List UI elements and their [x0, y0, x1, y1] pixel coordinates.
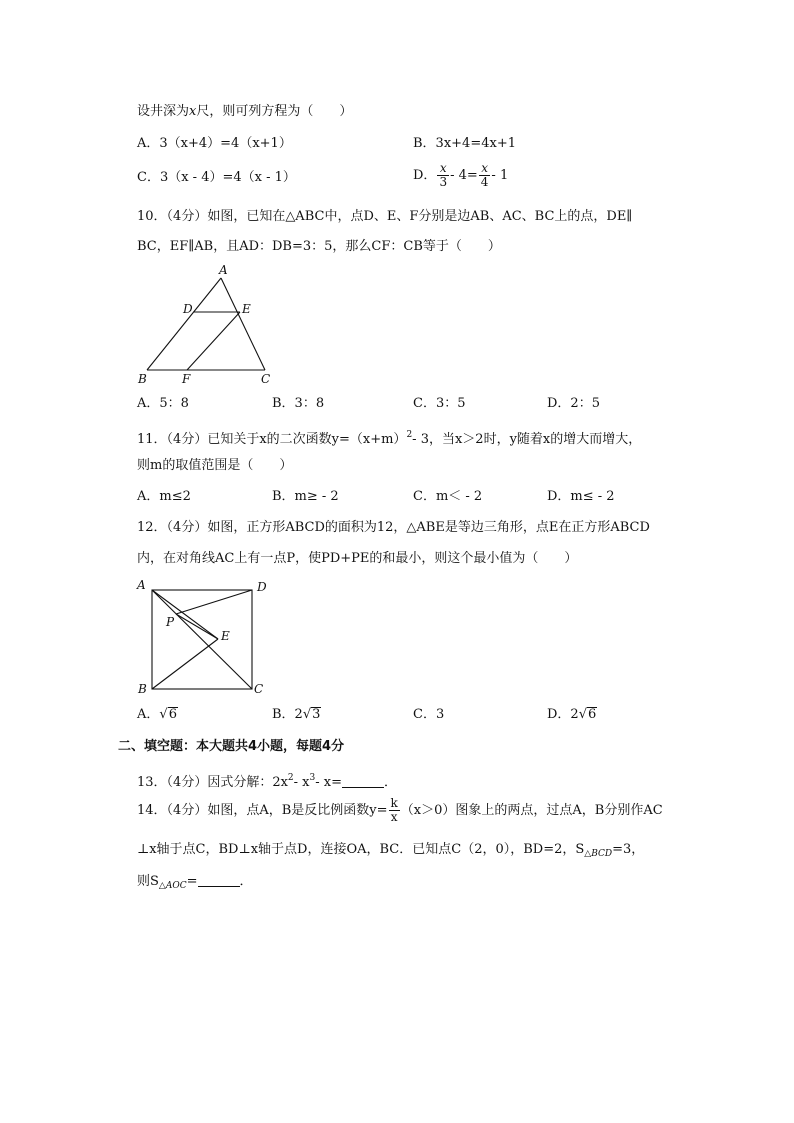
q13-answer-blank[interactable]	[342, 775, 384, 788]
q10-option-a: A．5：8	[137, 396, 189, 411]
q12-label-c: C	[254, 682, 264, 696]
q12-option-d-prefix: D．2	[547, 707, 579, 722]
q14-line1-a: 14．（4分）如图，点A，B是反比例函数y=	[137, 803, 388, 818]
q12-segment-be	[152, 639, 218, 689]
q13-end: ．	[384, 775, 398, 790]
q12-line2: 内，在对角线AC上有一点P，使PD+PE的和最小，则这个最小值为（ ）	[137, 551, 578, 566]
q10-label-e: E	[242, 302, 251, 316]
frac-num: k	[390, 796, 398, 810]
q12-label-p: P	[166, 615, 175, 629]
q11-line1-a: 11．（4分）已知关于x的二次函数y=（x+m）	[137, 432, 407, 447]
q13-exponent-2: 3	[309, 773, 316, 783]
q11-line1	[137, 427, 641, 448]
q11-line2: 则m的取值范围是（ ）	[137, 458, 293, 473]
q12-option-b-prefix: B．2	[272, 707, 303, 722]
q12-option-c: C．3	[413, 707, 445, 722]
q11-exponent: 2	[406, 430, 413, 440]
q10-label-b: B	[138, 372, 147, 386]
sqrt-sign-icon: √	[302, 707, 312, 722]
frac-num: x	[479, 162, 491, 176]
frac-num: x	[437, 162, 449, 176]
q12-label-b: B	[138, 682, 147, 696]
q12-option-a-radicand: 6	[168, 707, 177, 722]
q12-option-b	[272, 707, 321, 723]
q14-line1	[137, 796, 663, 826]
q9-option-c: C．3（x - 4）=4（x - 1）	[137, 170, 296, 185]
q9-stem	[137, 104, 352, 120]
q11-option-b: B．m≥ - 2	[272, 489, 339, 504]
frac-den: 4	[480, 175, 489, 189]
section-heading-fill-in: 二、填空题：本大题共4小题，每题4分	[118, 739, 345, 754]
q12-option-d-radicand: 6	[588, 707, 597, 722]
q14-end: ．	[239, 874, 253, 889]
q10-edge-ac	[221, 278, 265, 370]
q10-option-c: C．3：5	[413, 396, 466, 411]
q14-line3-subscript: △AOC	[158, 881, 187, 891]
q10-line2: BC，EF∥AB，且AD：DB=3：5，那么CF：CB等于（ ）	[137, 239, 501, 254]
q10-option-d: D．2：5	[547, 396, 600, 411]
q12-label-a: A	[137, 578, 146, 592]
q9-stem-x: x	[189, 104, 197, 119]
q9-option-d-end: - 1	[491, 168, 509, 183]
q10-segment-ef	[187, 312, 240, 370]
q10-label-c: C	[261, 372, 271, 386]
q10-label-a: A	[219, 263, 228, 277]
q12-option-a-prefix: A．	[137, 707, 160, 722]
q14-line2	[137, 842, 644, 862]
q14-line2-b: =3，	[612, 842, 645, 857]
q12-square-figure	[132, 574, 272, 698]
q10-label-d: D	[183, 302, 193, 316]
q10-label-f: F	[182, 372, 191, 386]
q9-option-b: B．3x+4=4x+1	[413, 136, 516, 151]
q11-option-a: A．m≤2	[137, 489, 191, 504]
q12-line1: 12．（4分）如图，正方形ABCD的面积为12，△ABE是等边三角形，点E在正方形ABCD	[137, 520, 650, 535]
q9-option-d-mid: - 4=	[450, 168, 478, 183]
q13-text-c: - x=	[315, 775, 342, 790]
q14-line3-b: =	[186, 874, 198, 889]
q10-triangle-figure	[130, 262, 290, 390]
q13-line	[137, 770, 397, 791]
q9-option-d-prefix: D．	[413, 168, 437, 183]
q10-line1: 10．（4分）如图，已知在△ABC中，点D、E、F分别是边AB、AC、BC上的点，DE∥	[137, 209, 633, 224]
q9-option-d	[413, 162, 508, 190]
q10-option-b: B．3：8	[272, 396, 325, 411]
q11-option-c: C．m＜ - 2	[413, 489, 483, 504]
q9-stem-a: 设井深为	[137, 104, 190, 119]
q14-line2-a: ⊥x轴于点C，BD⊥x轴于点D，连接OA，BC．已知点C（2，0），BD=2，S	[137, 842, 585, 857]
q9-option-a: A．3（x+4）=4（x+1）	[137, 136, 292, 151]
q9-option-d-frac1	[437, 162, 449, 189]
q14-line2-subscript: △BCD	[584, 849, 613, 859]
q12-option-d	[547, 707, 597, 723]
q14-fraction	[389, 797, 400, 824]
q12-option-b-radicand: 3	[312, 707, 321, 722]
q12-label-d: D	[257, 580, 267, 594]
q13-text-b: - x	[293, 775, 310, 790]
q11-line1-b: - 3，当x＞2时，y随着x的增大而增大，	[412, 432, 642, 447]
q9-option-d-frac2	[479, 162, 491, 189]
q12-segment-pd	[176, 590, 252, 614]
q14-line3	[137, 874, 253, 894]
q12-option-a	[137, 707, 178, 723]
q13-exponent-1: 2	[287, 773, 294, 783]
q12-diagonal-ac	[152, 590, 252, 689]
frac-den: x	[390, 810, 398, 824]
q14-line3-a: 则S	[137, 874, 159, 889]
q14-line1-b: （x＞0）图象上的两点，过点A，B分别作AC	[400, 803, 663, 818]
sqrt-sign-icon: √	[578, 707, 587, 722]
frac-den: 3	[439, 175, 448, 189]
q14-answer-blank[interactable]	[198, 874, 240, 887]
sqrt-sign-icon: √	[159, 707, 168, 722]
q12-segment-ae	[152, 590, 218, 639]
q11-option-d: D．m≤ - 2	[547, 489, 615, 504]
q9-stem-b: 尺，则可列方程为（ ）	[196, 104, 353, 119]
q13-text-a: 13．（4分）因式分解：2x	[137, 775, 288, 790]
q10-edge-ab	[147, 278, 221, 370]
q12-label-e: E	[221, 629, 230, 643]
